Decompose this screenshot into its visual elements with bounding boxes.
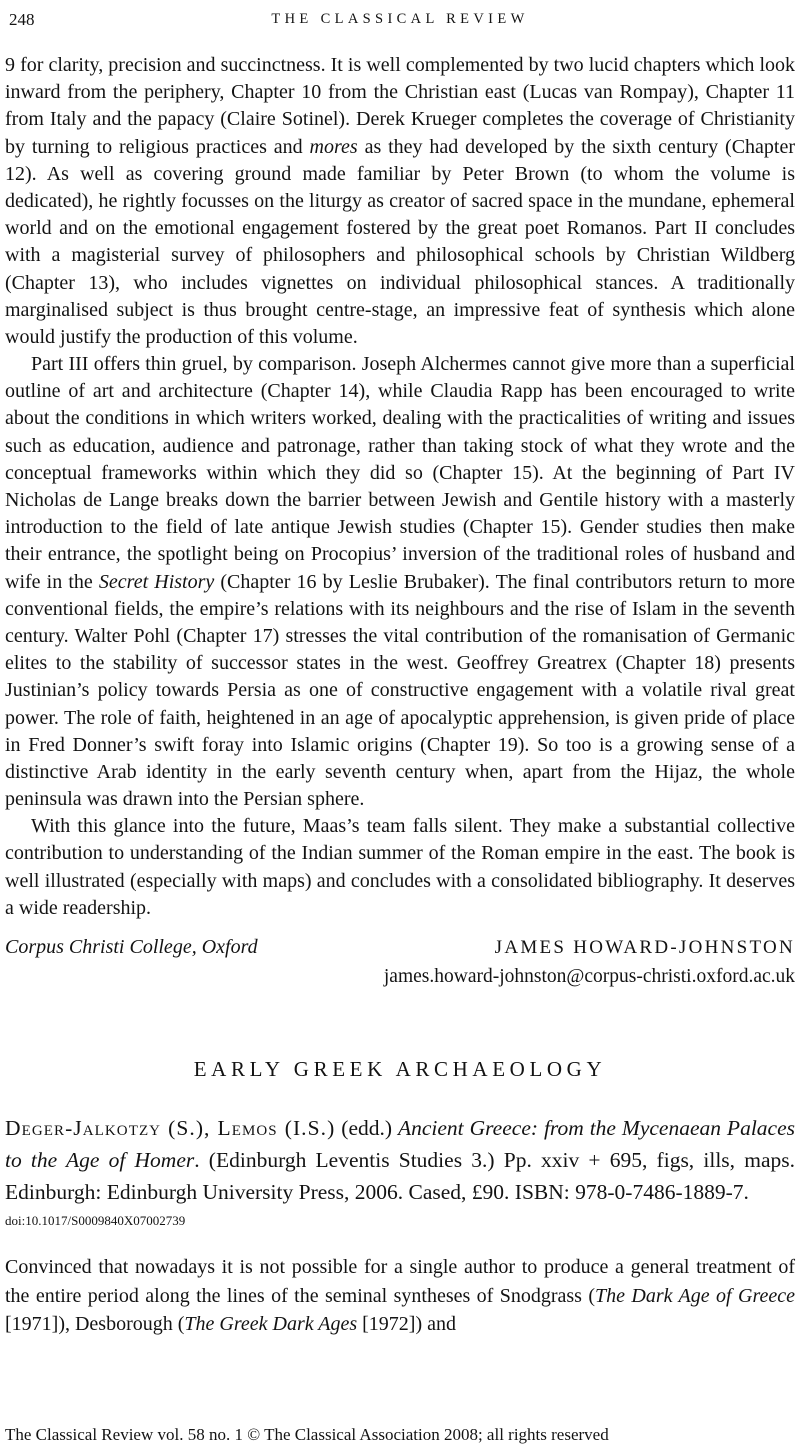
doi-line: doi:10.1017/S0009840X07002739 [5, 1213, 186, 1229]
review-maas-volume [5, 52, 795, 991]
reviewer-affiliation: Corpus Christi College, Oxford [5, 936, 258, 958]
page-number: 248 [9, 10, 35, 29]
review-opening-paragraph: Convinced that nowadays it is not possible for a single author to produce a general treatment of the entire period along the lines of the seminal syntheses of Snodgrass (The Dark Age of Greece [1971]), Desborough (The Greek Dark Ages [1972]) and [5, 1256, 796, 1336]
reviewer-email: james.howard-johnston@corpus-christi.oxford.ac.uk [383, 966, 795, 988]
page-body [5, 52, 795, 1339]
reviewer-name: JAMES HOWARD-JOHNSTON [494, 937, 795, 958]
copyright-footer: The Classical Review vol. 58 no. 1 © The Classical Association 2008; all rights reserved [5, 1425, 609, 1444]
signature-row [5, 934, 795, 961]
review-paragraph: With this glance into the future, Maas’s team falls silent. They make a substantial collective contribution to understanding of the Indian summer of the Roman empire in the east. The book is well illustrated (especially with maps) and concludes with a consolidated bibliography. It deserves a wide readership. [5, 815, 795, 919]
review-paragraph: Part III offers thin gruel, by comparison. Joseph Alchermes cannot give more than a superficial outline of art and architecture (Chapter 14), while Claudia Rapp has been encouraged to write about the conditions in which writers worked, dealing with the practicalities of writing and issues such as education, audience and patronage, rather than taking stock of what they wrote and the conceptual frameworks within which they did so (Chapter 15). At the beginning of Part IV Nicholas de Lange breaks down the barrier between Jewish and Gentile history with a masterly introduction to the field of late antique Jewish studies (Chapter 15). Gender studies then make their entrance, the spotlight being on Procopius’ inversion of the traditional roles of husband and wife in the Secret History (Chapter 16 by Leslie Brubaker). The final contributors return to more conventional fields, the empire’s relations with its neighbours and the rise of Islam in the seventh century. Walter Pohl (Chapter 17) stresses the vital contribution of the romanisation of Germanic elites to the stability of successor states in the west. Geoffrey Greatrex (Chapter 18) presents Justinian’s policy towards Persia as one of constructive engagement with a volatile rival great power. The role of faith, heightened in an age of apocalyptic apprehension, is given pride of place in Fred Donner’s swift foray into Islamic origins (Chapter 19). So too is a growing sense of a distinctive Arab identity in the early seventh century when, apart from the Hijaz, the whole peninsula was drawn into the Persian sphere. [5, 353, 795, 811]
review-paragraph: 9 for clarity, precision and succinctness. It is well complemented by two lucid chapters which look inward from the periphery, Chapter 10 from the Christian east (Lucas van Rompay), Chapter 11 from Italy and the papacy (Claire Sotinel). Derek Krueger completes the coverage of Christianity by turning to religious practices and mores as they had developed by the sixth century (Chapter 12). As well as covering ground made familiar by Peter Brown (to whom the volume is dedicated), he rightly focusses on the liturgy as creator of sacred space in the mundane, ephemeral world and on the emotional engagement fostered by the great poet Romanos. Part II concludes with a magisterial survey of philosophers and philosophical schools by Christian Wildberg (Chapter 13), who includes vignettes on individual philosophical stances. A traditionally marginalised subject is thus brought centre-stage, an impressive feat of synthesis which alone would justify the production of this volume. [5, 54, 796, 348]
page-header [5, 8, 795, 34]
section-heading: EARLY GREEK ARCHAEOLOGY [193, 1056, 607, 1081]
review-early-greek-archaeology [5, 1057, 795, 1339]
journal-running-head: THE CLASSICAL REVIEW [271, 11, 529, 27]
book-citation: Deger-Jalkotzy (S.), Lemos (I.S.) (edd.) Ancient Greece: from the Mycenaean Palaces to the Age of Homer. (Edinburgh Leventis Studies 3.) Pp. xxiv + 695, figs, ills, maps. Edinburgh: Edinburgh University Press, 2006. Cased, £90. ISBN: 978-0-7486-1889-7. [5, 1115, 795, 1205]
reviewer-signature-block [5, 934, 795, 991]
